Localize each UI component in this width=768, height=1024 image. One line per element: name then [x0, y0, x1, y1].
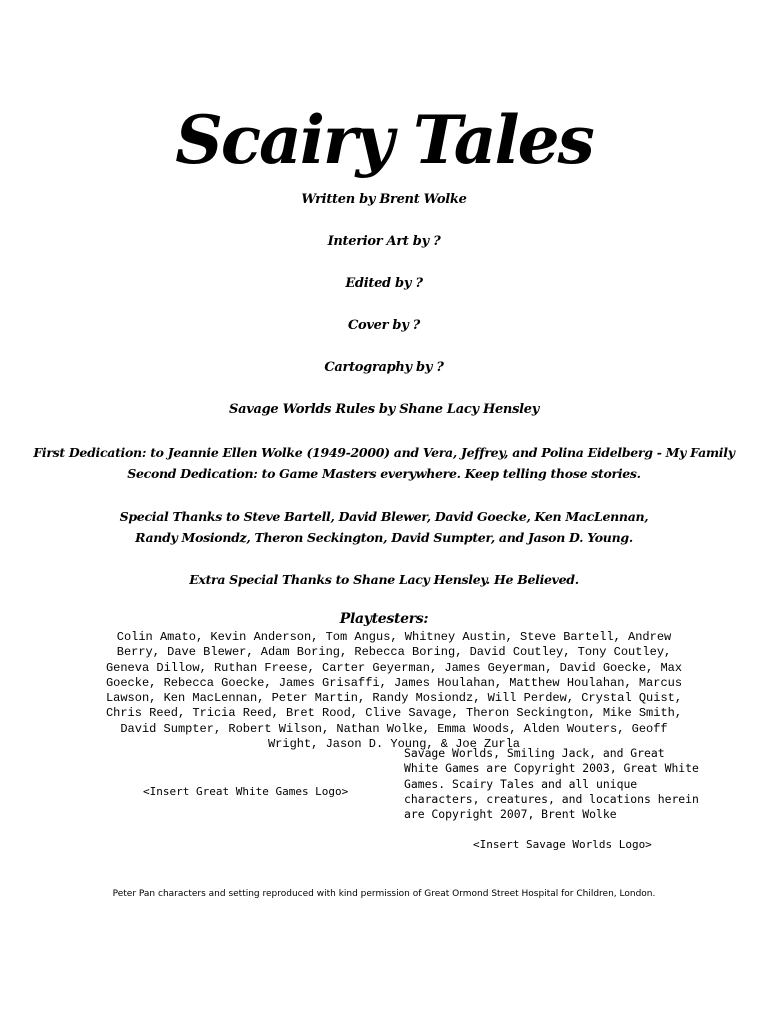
credit-interior-art: Interior Art by ?	[327, 234, 441, 249]
copyright-notice: Savage Worlds, Smiling Jack, and Great White Games are Copyright 2003, Great White Games. Scairy Tales and all unique characters, creatures, and locations herein are Copyright 2007, Brent Wolke	[404, 746, 699, 822]
savage-worlds-logo-placeholder: <Insert Savage Worlds Logo>	[473, 838, 652, 851]
page-title: Scairy Tales	[175, 101, 593, 179]
playtesters-heading: Playtesters:	[339, 611, 429, 627]
credit-cover: Cover by ?	[347, 318, 420, 333]
credit-editor: Edited by ?	[345, 276, 423, 291]
footer-permission-note: Peter Pan characters and setting reproduced with kind permission of Great Ormond Street Hospital for Children, London.	[112, 889, 656, 899]
second-dedication: Second Dedication: to Game Masters everywhere. Keep telling those stories.	[127, 466, 641, 481]
extra-thanks: Extra Special Thanks to Shane Lacy Hensley. He Believed.	[189, 572, 579, 587]
playtesters-list: Colin Amato, Kevin Anderson, Tom Angus, Whitney Austin, Steve Bartell, Andrew Berry, Dave Blewer, Adam Boring, Rebecca Boring, David Coutley, Tony Coutley, Geneva Dillow, Ruthan Freese, Carter Geyerman, James Geyerman, David Goecke, Max Goecke, Rebecca Goecke, James Grisaffi, James Houlahan, Matthew Houlahan, Marcus Lawson, Ken MacLennan, Peter Martin, Randy Mosiondz, Will Perdew, Crystal Quist, Chris Reed, Tricia Reed, Bret Rood, Clive Savage, Theron Seckington, Mike Smith, David Sumpter, Robert Wilson, Nathan Wolke, Emma Woods, Alden Wouters, Geoff Wright, Jason D. Young, & Joe Zurla	[105, 630, 683, 752]
first-dedication: First Dedication: to Jeannie Ellen Wolke (1949-2000) and Vera, Jeffrey, and Polina Eidelberg - My Family	[33, 445, 735, 460]
credit-cartography: Cartography by ?	[324, 360, 444, 375]
thanks-line-2: Randy Mosiondz, Theron Seckington, David Sumpter, and Jason D. Young.	[135, 530, 633, 545]
credit-author: Written by Brent Wolke	[301, 192, 467, 207]
thanks-line-1: Special Thanks to Steve Bartell, David Blewer, David Goecke, Ken MacLennan,	[119, 509, 649, 524]
great-white-games-logo-placeholder: <Insert Great White Games Logo>	[143, 785, 349, 798]
credit-rules: Savage Worlds Rules by Shane Lacy Hensley	[229, 402, 539, 417]
